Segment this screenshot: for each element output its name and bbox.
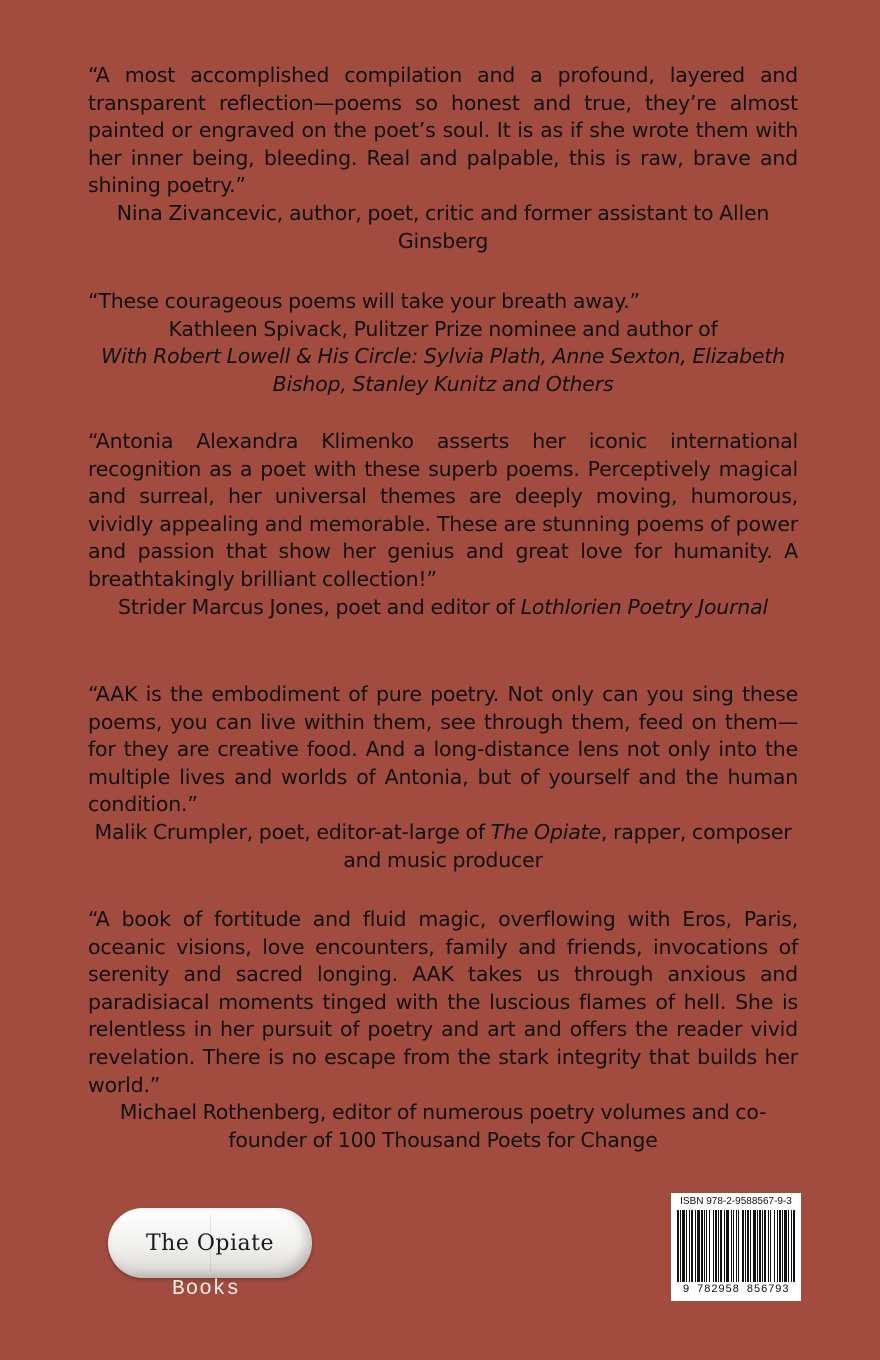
barcode-bar (715, 1210, 717, 1282)
ean-digits: 9 782958 856793 (682, 1284, 790, 1296)
publisher-logo (108, 1208, 314, 1308)
barcode-bar (784, 1210, 787, 1282)
barcode-bar (704, 1210, 705, 1282)
barcode-bar (697, 1210, 700, 1282)
barcode-bar (724, 1210, 725, 1282)
attribution-book-title: With Robert Lowell & His Circle: Sylvia Plath, Anne Sexton, Elizabeth Bishop, Stanley Kunitz and Others (101, 344, 785, 396)
barcode-bar (701, 1210, 703, 1282)
blurb-3 (88, 428, 798, 621)
barcode-bar (753, 1210, 756, 1282)
blurb-attribution (88, 594, 798, 622)
barcode-bar (774, 1210, 775, 1282)
barcode-bar (764, 1210, 766, 1282)
barcode-bar (686, 1210, 687, 1282)
attribution-text: Kathleen Spivack, Pulitzer Prize nominee and author of (168, 316, 718, 341)
blurb-4 (88, 681, 798, 874)
barcode-bar (745, 1210, 746, 1282)
barcode-bar (680, 1210, 681, 1282)
barcode-bar (706, 1210, 707, 1282)
attribution-journal-title: Lothlorien Poetry Journal (520, 594, 768, 619)
blurb-attribution: Michael Rothenberg, editor of numerous poetry volumes and co-founder of 100 Thousand Poets for Change (119, 1100, 767, 1152)
blurb-quote: “Antonia Alexandra Klimenko asserts her iconic international recognition as a poet with these superb poems. Perceptively magical and surreal, her universal themes are deeply moving, humorous, vividly appealing and memorable. These are stunning poems of power and passion that show her genius and great love for humanity. A breathtakingly brilliant collection!” (88, 429, 798, 591)
blurb-2 (88, 288, 798, 398)
blurb-attribution: Nina Zivancevic, author, poet, critic and former assistant to Allen Ginsberg (116, 200, 770, 253)
barcode-bar (718, 1210, 719, 1282)
barcode-bar (793, 1210, 795, 1282)
barcode-bar (788, 1210, 789, 1282)
barcode-bar (759, 1210, 761, 1282)
barcode-bar (750, 1210, 751, 1282)
attribution-text: Malik Crumpler, poet, editor-at-large of (94, 819, 485, 844)
barcode-bar (695, 1210, 696, 1282)
barcode-bar (691, 1210, 693, 1282)
barcode-bar (713, 1210, 714, 1282)
barcode-bar (689, 1210, 690, 1282)
barcode-bar (782, 1210, 783, 1282)
barcode-bar (731, 1210, 732, 1282)
barcode-bar (726, 1210, 729, 1282)
barcode-bar (677, 1210, 679, 1282)
barcode-bar (777, 1210, 778, 1282)
blurb-quote: “These courageous poems will take your breath away.” (88, 289, 640, 313)
barcode-bar (757, 1210, 758, 1282)
blurb-1 (88, 62, 798, 255)
attribution-text: Strider Marcus Jones, poet and editor of (118, 594, 515, 619)
blurb-quote: “AAK is the embodiment of pure poetry. Not only can you sing these poems, you can live within them, see through them, feed on them—for they are creative food. And a long-distance lens not only into the multiple lives and worlds of Antonia, but of yourself and the human condition.” (88, 682, 798, 817)
attribution-text-rest: , rapper, composer and music producer (343, 819, 792, 872)
attribution-magazine-title: The Opiate (490, 819, 601, 844)
barcode-bar (779, 1210, 781, 1282)
blurb-quote: “A book of fortitude and fluid magic, overflowing with Eros, Paris, oceanic visions, love encounters, family and friends, invocations of serenity and sacred longing. AAK takes us through anxious and paradisiacal moments tinged with the luscious flames of hell. She is relentless in her pursuit of poetry and art and offers the reader vivid revelation. There is no escape from the stark integrity that builds her world.” (88, 907, 798, 1097)
publisher-subtitle: Books (172, 1278, 241, 1301)
barcode-bars (675, 1210, 797, 1282)
barcode-bar (747, 1210, 749, 1282)
isbn-barcode (671, 1193, 801, 1301)
blurb-5 (88, 906, 798, 1154)
barcode-bar (709, 1210, 710, 1282)
barcode-bar (720, 1210, 722, 1282)
blurb-attribution (88, 316, 798, 399)
barcode-bar (682, 1210, 685, 1282)
barcode-bar (733, 1210, 734, 1282)
barcode-bar (768, 1210, 769, 1282)
blurb-quote: “A most accomplished compilation and a profound, layered and transparent reflection—poems so honest and true, they’re almost painted or engraved on the poet’s soul. It is as if she wrote them with her inner being, bleeding. Real and palpable, this is raw, brave and shining poetry.” (88, 63, 798, 198)
blurb-attribution (88, 819, 798, 874)
barcode-bar (762, 1210, 763, 1282)
barcode-bar (742, 1210, 744, 1282)
barcode-bar (736, 1210, 737, 1282)
barcode-bar (738, 1210, 739, 1282)
logo-text: The Opiate (146, 1230, 274, 1256)
barcode-bar (791, 1210, 792, 1282)
barcode-bar (770, 1210, 771, 1282)
isbn-number: ISBN 978-2-9588567-9-3 (680, 1196, 792, 1207)
